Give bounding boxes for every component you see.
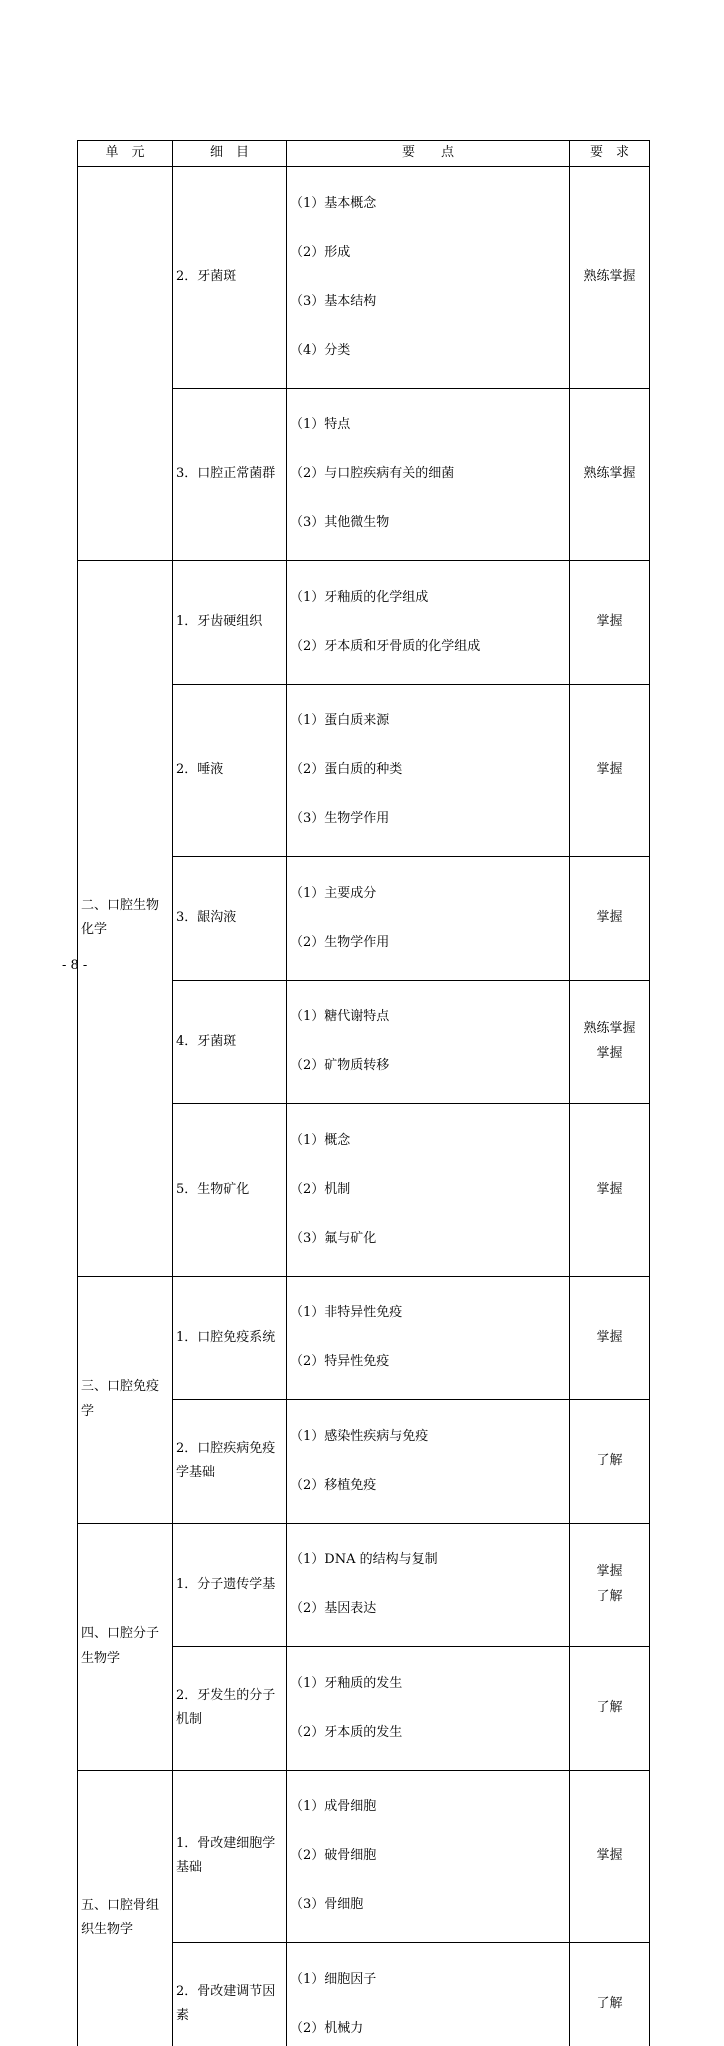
requirement-cell: 掌握 xyxy=(570,561,650,685)
points-cell xyxy=(287,857,570,981)
detail-cell: 2．牙菌斑 xyxy=(173,167,287,389)
requirement-cell: 熟练掌握 xyxy=(570,388,650,561)
point-item: （4）分类 xyxy=(290,339,566,364)
unit-cell: 三、口腔免疫学 xyxy=(78,1276,173,1523)
points-cell xyxy=(287,167,570,389)
point-item: （2）牙本质的发生 xyxy=(290,1721,566,1746)
points-cell xyxy=(287,1770,570,1943)
detail-cell: 2．骨改建调节因素 xyxy=(173,1943,287,2046)
point-item: （2）生物学作用 xyxy=(290,931,566,956)
points-cell xyxy=(287,1943,570,2046)
points-cell xyxy=(287,388,570,561)
point-item: （1）特点 xyxy=(290,413,566,438)
table-row xyxy=(78,167,650,389)
point-item: （1）蛋白质来源 xyxy=(290,709,566,734)
point-item: （1）成骨细胞 xyxy=(290,1795,566,1820)
point-item: （1）基本概念 xyxy=(290,192,566,217)
detail-cell: 4．牙菌斑 xyxy=(173,980,287,1104)
point-item: （3）生物学作用 xyxy=(290,807,566,832)
detail-cell: 2．口腔疾病免疫学基础 xyxy=(173,1400,287,1524)
header-unit: 单 元 xyxy=(78,141,173,167)
unit-cell: 五、口腔骨组织生物学 xyxy=(78,1770,173,2046)
points-cell xyxy=(287,1400,570,1524)
requirement-cell: 了解 xyxy=(570,1943,650,2046)
points-cell xyxy=(287,980,570,1104)
points-cell xyxy=(287,1276,570,1400)
point-item: （2）机械力 xyxy=(290,2017,566,2042)
point-item: （3）氟与矿化 xyxy=(290,1227,566,1252)
requirement-cell: 掌握 xyxy=(570,684,650,857)
requirement-cell: 掌握 xyxy=(570,1276,650,1400)
table-row xyxy=(78,1523,650,1647)
detail-cell: 3．龈沟液 xyxy=(173,857,287,981)
point-item: （1）概念 xyxy=(290,1129,566,1154)
detail-cell: 1．牙齿硬组织 xyxy=(173,561,287,685)
point-item: （1）牙釉质的化学组成 xyxy=(290,586,566,611)
point-item: （2）特异性免疫 xyxy=(290,1350,566,1375)
point-item: （1）DNA 的结构与复制 xyxy=(290,1548,566,1573)
detail-cell: 1．分子遗传学基 xyxy=(173,1523,287,1647)
point-item: （1）细胞因子 xyxy=(290,1968,566,1993)
point-item: （2）牙本质和牙骨质的化学组成 xyxy=(290,635,566,660)
point-item: （1）糖代谢特点 xyxy=(290,1005,566,1030)
header-detail: 细 目 xyxy=(173,141,287,167)
requirement-cell: 掌握 xyxy=(570,1770,650,1943)
points-cell xyxy=(287,1104,570,1277)
requirement-cell: 了解 xyxy=(570,1400,650,1524)
point-item: （2）蛋白质的种类 xyxy=(290,758,566,783)
point-item: （2）移植免疫 xyxy=(290,1474,566,1499)
table-row xyxy=(78,1276,650,1400)
point-item: （1）非特异性免疫 xyxy=(290,1301,566,1326)
requirement-cell: 了解 xyxy=(570,1647,650,1771)
point-item: （2）破骨细胞 xyxy=(290,1844,566,1869)
header-points: 要 点 xyxy=(287,141,570,167)
point-item: （1）感染性疾病与免疫 xyxy=(290,1425,566,1450)
point-item: （2）基因表达 xyxy=(290,1597,566,1622)
requirement-cell: 掌握 xyxy=(570,857,650,981)
table-header-row xyxy=(78,141,650,167)
points-cell xyxy=(287,1523,570,1647)
header-requirement: 要 求 xyxy=(570,141,650,167)
syllabus-table xyxy=(77,140,650,2046)
points-cell xyxy=(287,1647,570,1771)
point-item: （2）形成 xyxy=(290,241,566,266)
point-item: （3）基本结构 xyxy=(290,290,566,315)
unit-cell: 二、口腔生物化学 xyxy=(78,561,173,1277)
detail-cell: 1．口腔免疫系统 xyxy=(173,1276,287,1400)
detail-cell: 3．口腔正常菌群 xyxy=(173,388,287,561)
table-row xyxy=(78,561,650,685)
point-item: （3）其他微生物 xyxy=(290,511,566,536)
detail-cell: 1．骨改建细胞学基础 xyxy=(173,1770,287,1943)
table-row xyxy=(78,1770,650,1943)
requirement-cell: 掌握 了解 xyxy=(570,1523,650,1647)
requirement-cell: 熟练掌握 xyxy=(570,167,650,389)
unit-cell: 四、口腔分子生物学 xyxy=(78,1523,173,1770)
unit-cell-empty xyxy=(78,167,173,561)
requirement-cell: 掌握 xyxy=(570,1104,650,1277)
point-item: （3）骨细胞 xyxy=(290,1893,566,1918)
page-number: - 8 - xyxy=(62,958,87,973)
requirement-cell: 熟练掌握 掌握 xyxy=(570,980,650,1104)
points-cell xyxy=(287,684,570,857)
detail-cell: 2．牙发生的分子机制 xyxy=(173,1647,287,1771)
point-item: （2）机制 xyxy=(290,1178,566,1203)
point-item: （2）与口腔疾病有关的细菌 xyxy=(290,462,566,487)
points-cell xyxy=(287,561,570,685)
detail-cell: 5．生物矿化 xyxy=(173,1104,287,1277)
detail-cell: 2．唾液 xyxy=(173,684,287,857)
point-item: （2）矿物质转移 xyxy=(290,1054,566,1079)
point-item: （1）主要成分 xyxy=(290,882,566,907)
point-item: （1）牙釉质的发生 xyxy=(290,1672,566,1697)
